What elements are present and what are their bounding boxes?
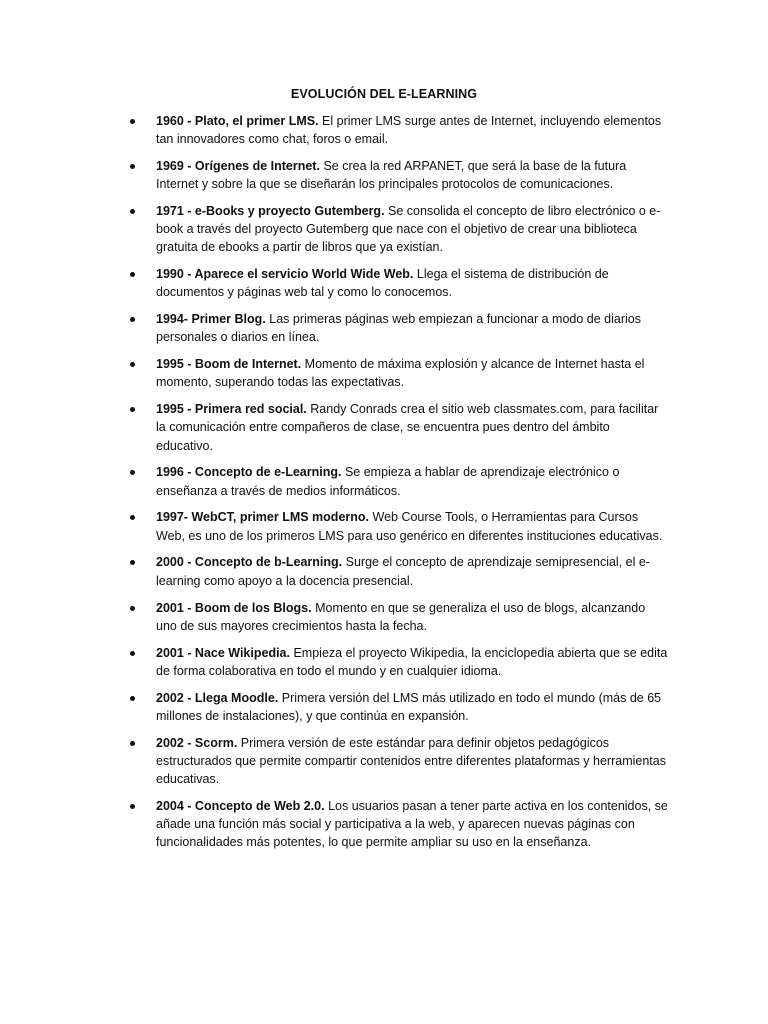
list-item: [0, 599, 768, 635]
entry-heading: 1990 - Aparece el servicio World Wide Web.: [156, 267, 414, 282]
bullet-icon: [130, 741, 135, 746]
entry-heading: 1971 - e-Books y proyecto Gutemberg.: [156, 204, 385, 218]
entry-heading: 1995 - Boom de Internet.: [156, 357, 302, 372]
entry-text: Las primeras páginas web empiezan a funcionar a modo de diarios personales o diarios en línea.: [156, 312, 641, 345]
list-item: [0, 689, 768, 725]
entry-heading: 2002 - Scorm.: [156, 735, 238, 750]
entry-heading: 1960 - Plato, el primer LMS.: [156, 114, 319, 128]
entry-heading: 2001 - Nace Wikipedia.: [156, 645, 290, 660]
entry-text: Web Course Tools, o Herramientas para Cursos Web, es uno de los primeros LMS para uso genérico en diferentes instituciones educativas.: [156, 510, 663, 543]
entry-text: Surge el concepto de aprendizaje semipresencial, el e-learning como apoyo a la docencia presencial.: [156, 555, 650, 588]
bullet-icon: [130, 606, 135, 611]
bullet-icon: [130, 209, 135, 214]
entry-text: Momento en que se generaliza el uso de blogs, alcanzando uno de sus mayores crecimientos hasta la fecha.: [156, 600, 646, 634]
list-item: [0, 157, 768, 193]
bullet-icon: [130, 362, 135, 367]
entry-text: Se empieza a hablar de aprendizaje electrónico o enseñanza a través de medios informáticos.: [156, 465, 620, 498]
entry-heading: 1996 - Concepto de e-Learning.: [156, 465, 342, 480]
list-item: [0, 355, 768, 391]
entry-heading: 1997- WebCT, primer LMS moderno.: [156, 510, 370, 525]
entry-heading: 2004 - Concepto de Web 2.0.: [156, 799, 325, 814]
list-item: [0, 553, 768, 589]
entry-heading: 1994- Primer Blog.: [156, 312, 266, 327]
entry-heading: 1995 - Primera red social.: [156, 402, 307, 417]
bullet-icon: [130, 164, 135, 169]
bullet-icon: [130, 560, 135, 565]
bullet-icon: [130, 407, 135, 412]
entry-text: Los usuarios pasan a tener parte activa en los contenidos, se añade una función más social y participativa a la web, y aparecen nuevas páginas con funcionalidades más potentes, lo que permite ampliar su uso en la enseñanza.: [156, 799, 668, 850]
list-item: [0, 644, 768, 680]
list-item: [0, 463, 768, 499]
list-item: [0, 508, 768, 544]
entry-heading: 2000 - Concepto de b-Learning.: [156, 555, 343, 570]
entry-text: Randy Conrads crea el sitio web classmates.com, para facilitar la comunicación entre compañeros de clase, se encuentra pues dentro del ámbito educativo.: [156, 402, 659, 453]
entry-text: Llega el sistema de distribución de documentos y páginas web tal y como lo conocemos.: [156, 267, 609, 300]
bullet-icon: [130, 515, 135, 520]
list-item: [0, 734, 768, 789]
bullet-icon: [130, 272, 135, 277]
bullet-icon: [130, 804, 135, 809]
entry-text: Momento de máxima explosión y alcance de Internet hasta el momento, superando todas las expectativas.: [156, 357, 645, 390]
entry-heading: 2001 - Boom de los Blogs.: [156, 600, 312, 615]
bullet-icon: [130, 317, 135, 322]
list-item: [0, 400, 768, 455]
entry-text: Se crea la red ARPANET, que será la base de la futura Internet y sobre la que se diseñarán los principales protocolos de comunicaciones.: [156, 159, 627, 192]
entry-text: Primera versión de este estándar para definir objetos pedagógicos estructurados que permite compartir contenidos entre diferentes plataformas y herramientas educativas.: [156, 735, 666, 787]
timeline-list: [0, 112, 768, 860]
list-item: [0, 797, 768, 852]
list-item: [0, 310, 768, 346]
bullet-icon: [130, 119, 135, 124]
entry-heading: 2002 - Llega Moodle.: [156, 690, 279, 705]
list-item: [0, 112, 768, 148]
entry-text: Se consolida el concepto de libro electrónico o e-book a través del proyecto Gutemberg que nace con el objetivo de crear una biblioteca gratuita de ebooks a partir de libros que ya existían.: [156, 204, 661, 255]
list-item: [0, 202, 768, 257]
entry-text: El primer LMS surge antes de Internet, incluyendo elementos tan innovadores como chat, foros o email.: [156, 114, 662, 147]
entry-text: Empieza el proyecto Wikipedia, la enciclopedia abierta que se edita de forma colaborativa en todo el mundo y en cualquier idioma.: [156, 645, 668, 679]
entry-heading: 1969 - Orígenes de Internet.: [156, 159, 320, 173]
bullet-icon: [130, 696, 135, 701]
list-item: [0, 265, 768, 301]
bullet-icon: [130, 470, 135, 475]
entry-text: Primera versión del LMS más utilizado en todo el mundo (más de 65 millones de instalaciones), y que continúa en expansión.: [156, 690, 662, 724]
bullet-icon: [130, 651, 135, 656]
page-title: EVOLUCIÓN DEL E-LEARNING: [290, 87, 478, 101]
